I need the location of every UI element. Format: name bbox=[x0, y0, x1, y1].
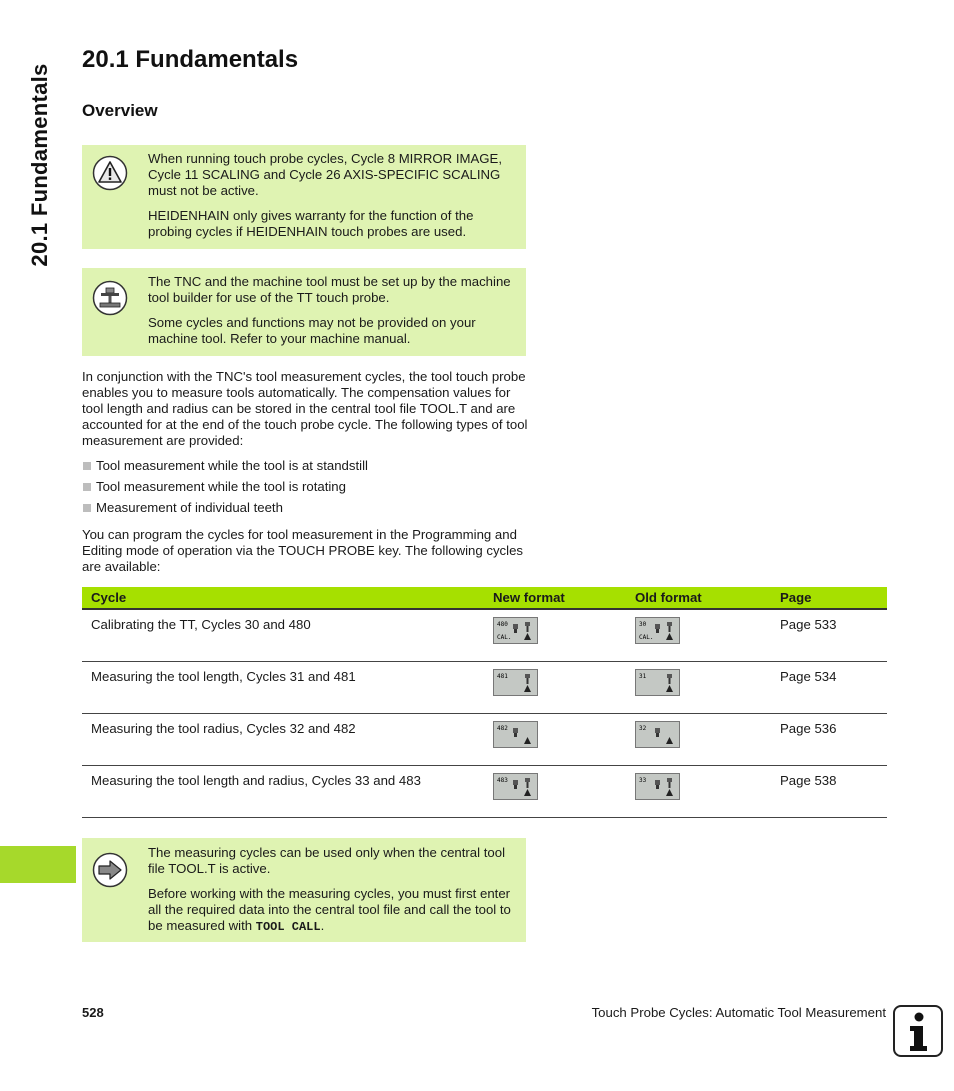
page-reference: Page 533 bbox=[771, 609, 887, 661]
info-icon bbox=[893, 1005, 943, 1057]
soft-key-number: 481 bbox=[497, 672, 508, 680]
program-paragraph: You can program the cycles for tool measurement in the Programming and Editing mode of operation via the TOUCH PROBE key. The following cycles are available: bbox=[82, 527, 524, 574]
cycle-name: Measuring the tool radius, Cycles 32 and 482 bbox=[82, 713, 488, 765]
page-title: 20.1 Fundamentals bbox=[82, 46, 299, 73]
page-number: 528 bbox=[82, 1005, 104, 1020]
list-item-text: Measurement of individual teeth bbox=[96, 500, 283, 515]
soft-key-icon bbox=[493, 721, 538, 748]
column-header-new-format: New format bbox=[488, 587, 630, 609]
new-format-cell bbox=[488, 609, 630, 661]
page-reference: Page 536 bbox=[771, 713, 887, 765]
bullet-square-icon bbox=[83, 504, 91, 512]
soft-key-number: 32 bbox=[639, 724, 647, 732]
list-item-text: Tool measurement while the tool is at standstill bbox=[96, 458, 368, 473]
list-item bbox=[82, 458, 368, 479]
note-text-suffix: . bbox=[320, 918, 325, 933]
cycle-name: Measuring the tool length, Cycles 31 and 481 bbox=[82, 661, 488, 713]
code-keyword: TOOL CALL bbox=[255, 920, 321, 934]
old-format-cell bbox=[630, 765, 771, 817]
intro-paragraph: In conjunction with the TNC's tool measurement cycles, the tool touch probe enables you to measure tools automatically. The compensation values for tool length and radius can be stored in the central tool file TOOL.T and are accounted for at the end of the touch probe cycle. The following types of tool measurement are provided: bbox=[82, 369, 528, 448]
note-paragraph: The measuring cycles can be used only when the central tool file TOOL.T is active. bbox=[148, 845, 505, 876]
cycles-table bbox=[82, 587, 887, 818]
table-row bbox=[82, 661, 887, 713]
new-format-cell bbox=[488, 713, 630, 765]
table-row bbox=[82, 713, 887, 765]
bullet-square-icon bbox=[83, 462, 91, 470]
bullet-square-icon bbox=[83, 483, 91, 491]
note-text: Before working with the measuring cycles, you must first enter all the required data into the central tool file and call the tool to be measured with bbox=[148, 886, 511, 933]
info-note bbox=[82, 838, 526, 942]
soft-key-number: 31 bbox=[639, 672, 647, 680]
table-header-row bbox=[82, 587, 887, 609]
soft-key-sub: CAL. bbox=[497, 634, 512, 641]
soft-key-sub: CAL. bbox=[639, 634, 654, 641]
soft-key-number: 30 bbox=[639, 621, 647, 628]
column-header-old-format: Old format bbox=[630, 587, 771, 609]
cycle-name: Measuring the tool length and radius, Cycles 33 and 483 bbox=[82, 765, 488, 817]
old-format-cell bbox=[630, 713, 771, 765]
machine-icon bbox=[92, 280, 128, 316]
table-row bbox=[82, 765, 887, 817]
note-paragraph: When running touch probe cycles, Cycle 8 MIRROR IMAGE, Cycle 11 SCALING and Cycle 26 AXIS-SPECIFIC SCALING must not be active. bbox=[148, 151, 502, 198]
note-paragraph: The TNC and the machine tool must be set up by the machine tool builder for use of the TT touch probe. bbox=[148, 274, 511, 305]
measurement-types-list bbox=[82, 458, 368, 521]
warning-icon bbox=[92, 155, 128, 191]
soft-key-number: 482 bbox=[497, 724, 508, 732]
note-paragraph: Some cycles and functions may not be provided on your machine tool. Refer to your machine manual. bbox=[148, 315, 476, 346]
soft-key-number: 33 bbox=[639, 776, 647, 784]
machine-note bbox=[82, 268, 526, 356]
side-chapter-title bbox=[18, 40, 62, 290]
new-format-cell bbox=[488, 661, 630, 713]
arrow-right-icon bbox=[92, 852, 128, 888]
soft-key-number: 483 bbox=[497, 776, 508, 784]
page-reference: Page 538 bbox=[771, 765, 887, 817]
cycle-name: Calibrating the TT, Cycles 30 and 480 bbox=[82, 609, 488, 661]
soft-key-number: 480 bbox=[497, 621, 508, 628]
note-paragraph: HEIDENHAIN only gives warranty for the function of the probing cycles if HEIDENHAIN touch probes are used. bbox=[148, 208, 474, 239]
soft-key-icon bbox=[635, 669, 680, 696]
soft-key-icon bbox=[493, 773, 538, 800]
section-title: Overview bbox=[82, 101, 158, 120]
note-paragraph bbox=[148, 886, 514, 935]
page-reference: Page 534 bbox=[771, 661, 887, 713]
old-format-cell bbox=[630, 661, 771, 713]
list-item bbox=[82, 479, 368, 500]
chapter-tab-marker bbox=[0, 846, 76, 883]
table-row bbox=[82, 609, 887, 661]
soft-key-icon bbox=[635, 617, 680, 644]
list-item-text: Tool measurement while the tool is rotating bbox=[96, 479, 346, 494]
soft-key-icon bbox=[493, 617, 538, 644]
warning-note bbox=[82, 145, 526, 249]
soft-key-icon bbox=[635, 773, 680, 800]
list-item bbox=[82, 500, 368, 521]
soft-key-icon bbox=[493, 669, 538, 696]
side-chapter-title-text: 20.1 Fundamentals bbox=[27, 63, 52, 267]
old-format-cell bbox=[630, 609, 771, 661]
soft-key-icon bbox=[635, 721, 680, 748]
chapter-title-footer: Touch Probe Cycles: Automatic Tool Measurement bbox=[591, 1005, 886, 1020]
new-format-cell bbox=[488, 765, 630, 817]
column-header-cycle: Cycle bbox=[82, 587, 488, 609]
column-header-page: Page bbox=[771, 587, 887, 609]
